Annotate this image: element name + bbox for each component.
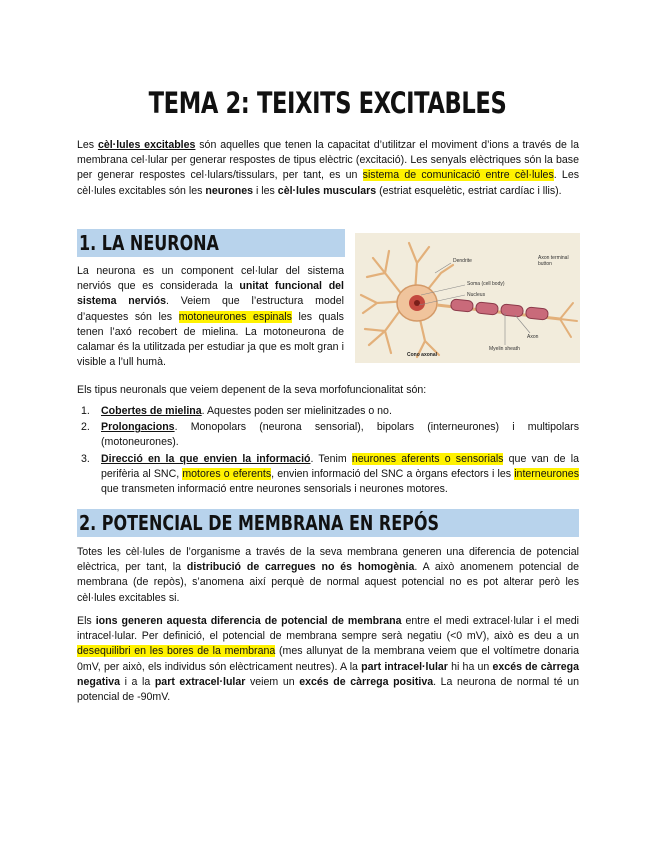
ions-text-4: hi ha un (447, 660, 493, 673)
neuron-illustration (355, 233, 580, 363)
neuron-text-1: La neurona es un component cel·lular del sistema nerviós que es considerada la (77, 265, 344, 293)
label-soma: Soma (cell body) (467, 281, 505, 287)
list-item (77, 404, 579, 419)
neuron-types-list (77, 404, 579, 498)
intro-bold-excitable-cells: cèl·lules excitables (97, 139, 196, 151)
myelin-sheath (450, 299, 548, 320)
list-item-heading: Prolongacions (101, 421, 175, 434)
section-1-heading: 1. LA NEURONA (79, 231, 219, 255)
label-dendrite: Dendrite (453, 258, 472, 264)
ions-bold-extracellular: part extracel·lular (154, 675, 246, 688)
membrane-paragraph-1 (77, 545, 579, 606)
intro-highlight-communication: sistema de comunicació entre cèl·lules (362, 169, 554, 182)
label-nucleus: Nucleus (467, 292, 486, 298)
membrane-paragraph-2 (77, 614, 579, 705)
list-item-text: . Aquestes poden ser mielinitzades o no. (201, 405, 392, 417)
section-1-heading-bar (77, 229, 345, 257)
ions-text-1: Els (77, 615, 96, 627)
ions-text-5: i a la (119, 675, 155, 688)
list-item-text: . Tenim (310, 452, 352, 465)
neuron-bold-functional-unit: unitat funcional del sistema nerviós (77, 280, 344, 308)
ions-bold-negative-charge: excés de càrrega negativa (77, 660, 579, 688)
membrane-text-2: . A això anomenem potencial de membrana (de repòs), s’anomena així perquè de normal aquest potencial no es pot alterar però les cèl·lules excitables si. (77, 561, 579, 604)
intro-bold-muscle-cells: cèl·lules musculars (277, 184, 377, 197)
neuron-diagram (355, 233, 580, 363)
membrane-bold-distribution: distribució de carregues no és homogènia (186, 561, 415, 574)
list-item-text: que transmeten informació entre neurones sensorials i neurones motores. (101, 483, 448, 496)
ions-bold-positive-charge: excés de càrrega positiva (299, 675, 434, 688)
intro-text-3: . Les cèl·lules excitables són les (77, 169, 580, 197)
intro-text-2: són aquelles que tenen la capacitat d’utilitzar el moviment d’ions a través de la membrana cel·lular per generar respostes de tipus elèctric (excitació). Les senyals elèctriques són la base per generar respostes cel·lulars/tissulars, per tant, es un (77, 139, 580, 182)
label-axon-terminal: Axon terminal button (538, 255, 569, 267)
intro-text-4: i les (253, 184, 278, 197)
list-item-text: que van de la perifèria al SNC, (101, 452, 580, 480)
list-item-text: , envien informació del SNC a òrgans efectors i les (271, 467, 515, 480)
neuron-types-intro: Els tipus neuronals que veiem depenent de la seva morfofuncionalitat són: (77, 384, 427, 396)
highlight-interneurons: interneurones (514, 467, 579, 480)
intro-bold-neurons: neurones (205, 184, 254, 197)
label-axon-hillock: Cono axonal (407, 352, 438, 358)
label-axon: Axon (527, 334, 539, 340)
list-item-heading: Direcció en la que envien la informació (101, 452, 311, 465)
ions-text-2: entre el medi extracel·lular i el medi intracel·lular. Per definició, el potencial de membrana sempre serà negatiu (<0 mV), això es deu a un (77, 615, 579, 643)
ions-text-6: veiem un (245, 675, 300, 688)
highlight-efferent-neurons: motores o eferents (182, 467, 272, 480)
list-number: 3. (81, 452, 90, 465)
ions-text-3: (mes allunyat de la membrana veiem que el voltímetre donaria 0mV, per això, els individus són elèctricament neutres). A la (77, 645, 579, 673)
label-myelin-sheath: Myelin sheath (489, 346, 520, 352)
intro-text-1: Les (77, 139, 98, 151)
ions-text-7: . La neurona de normal té un potencial de -90mV. (77, 675, 580, 704)
page-title: TEMA 2: TEIXITS EXCITABLES (148, 86, 507, 120)
neuron-text-3: les quals tenen l’axó recobert de mielina. La motoneurona de calamar és la utilitzada per estudiar ja que es molt gran i visible a l’ull humà. (77, 310, 344, 369)
ions-bold-1: ions generen aquesta diferencia de potencial de membrana (95, 615, 402, 627)
axon-terminals (560, 303, 577, 337)
neuron-text-2: . Veiem que l’estructura model d’aquestes són les (77, 295, 344, 323)
list-number: 1. (81, 405, 90, 417)
list-item (77, 420, 579, 450)
ions-bold-intracellular: part intracel·lular (361, 660, 448, 673)
neuron-paragraph (77, 264, 344, 370)
list-item-text: . Monopolars (neurona sensorial), bipolars (interneurones) i multipolars (motoneurones). (101, 421, 579, 449)
neuron-highlight-spinal-motoneurons: motoneurones espinals (178, 310, 292, 323)
intro-paragraph (77, 138, 579, 199)
section-2-heading-bar (77, 509, 579, 537)
intro-text-5: (estriat esquelètic, estriat cardíac i llis). (376, 184, 562, 197)
ions-highlight-imbalance: desequilibri en les bores de la membrana (77, 645, 276, 658)
highlight-afferent-neurons: neurones aferents o sensorials (351, 452, 504, 465)
list-item (77, 452, 579, 498)
membrane-text-1: Totes les cèl·lules de l’organisme a través de la seva membrana generen una diferencia de potencial elèctrica, per tant, la (77, 546, 579, 574)
list-number: 2. (81, 421, 90, 434)
section-2-heading: 2. POTENCIAL DE MEMBRANA EN REPÓS (79, 511, 439, 535)
list-item-heading: Cobertes de mielina (101, 405, 202, 417)
